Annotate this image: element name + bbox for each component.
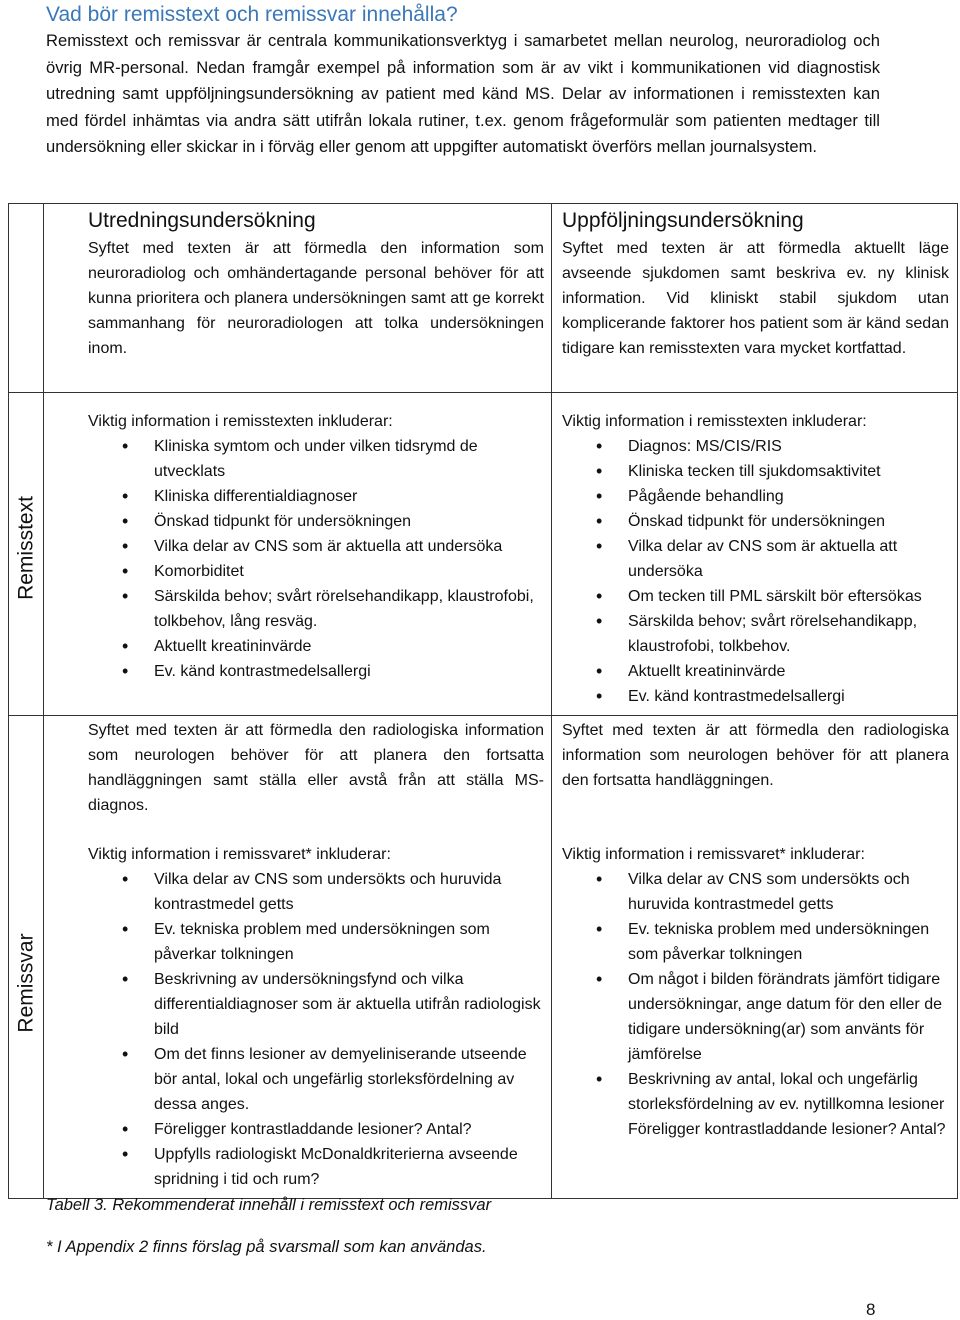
remissvar-label-cell <box>9 716 44 1199</box>
list-item: • Vilka delar av CNS som är aktuella att undersöka <box>88 534 544 559</box>
list-item: • Önskad tidpunkt för undersökningen <box>88 509 544 534</box>
remissvar-row-label: Remissvar <box>14 932 38 1033</box>
list-item: • Komorbiditet <box>88 559 544 584</box>
remissvar-utredning-list <box>88 867 544 1192</box>
page-number: 8 <box>866 1300 876 1319</box>
list-item: • Ev. tekniska problem med undersökningen som påverkar tolkningen <box>562 917 949 967</box>
header-row <box>9 204 958 393</box>
remissvar-utredning-intro: Viktig information i remissvaret* inkluderar: <box>88 846 391 863</box>
list-item: • Aktuellt kreatininvärde <box>562 659 949 684</box>
list-item: • Vilka delar av CNS som undersökts och huruvida kontrastmedel getts <box>88 867 544 917</box>
list-item: • Kliniska symtom och under vilken tidsrymd de utvecklats <box>88 434 544 484</box>
list-item: • Ev. känd kontrastmedelsallergi <box>88 659 544 684</box>
footnote: * I Appendix 2 finns förslag på svarsmall som kan användas. <box>46 1238 487 1256</box>
utredning-purpose: Syftet med texten är att förmedla den information som neuroradiolog och omhändertagande personal behöver för att kunna prioritera och planera undersökningen samt att ge korrekt sammanhang för neuroradiologen att tolka undersökningen inom. <box>88 240 544 357</box>
uppfoljning-title: Uppföljningsundersökning <box>562 209 804 232</box>
section-heading: Vad bör remisstext och remissvar innehålla? <box>46 3 458 26</box>
remissvar-uppfoljning-purpose: Syftet med texten är att förmedla den radiologiska information som neurologen behöver för att planera den fortsatta handläggningen. <box>562 722 949 789</box>
remisstext-uppfoljning-cell <box>552 393 958 716</box>
remissvar-utredning-purpose: Syftet med texten är att förmedla den radiologiska information som neurologen behöver för att planera den fortsatta handläggningen samt ställa eller avstå från att ställa MS-diagnos. <box>88 722 544 814</box>
remisstext-uppfoljning-list <box>562 434 949 709</box>
remissvar-uppfoljning-intro: Viktig information i remissvaret* inkluderar: <box>562 846 865 863</box>
list-item: • Önskad tidpunkt för undersökningen <box>562 509 949 534</box>
list-item: • Vilka delar av CNS som är aktuella att undersöka <box>562 534 949 584</box>
list-item: • Beskrivning av undersökningsfynd och vilka differentialdiagnoser som är aktuella utifrån radiologisk bild <box>88 967 544 1042</box>
remisstext-uppfoljning-intro: Viktig information i remisstexten inkluderar: <box>562 413 867 430</box>
uppfoljning-purpose: Syftet med texten är att förmedla aktuellt läge avseende sjukdomen samt beskriva ev. ny klinisk information. Vid kliniskt stabil sjukdom utan komplicerande faktorer hos patient som är känd sedan tidigare kan remisstexten vara mycket kortfattad. <box>562 240 949 357</box>
remisstext-label-cell <box>9 393 44 716</box>
empty-corner-cell <box>9 204 44 393</box>
remisstext-row <box>9 393 958 716</box>
list-item: • Om något i bilden förändrats jämfört tidigare undersökningar, ange datum för den eller de tidigare undersökning(ar) som använts för jämförelse <box>562 967 949 1067</box>
list-item: • Beskrivning av antal, lokal och ungefärlig storleksfördelning av ev. nytillkomna lesioner Föreligger kontrastladdande lesioner? Antal? <box>562 1067 949 1142</box>
list-item: • Kliniska differentialdiagnoser <box>88 484 544 509</box>
list-item: • Diagnos: MS/CIS/RIS <box>562 434 949 459</box>
list-item: • Om det finns lesioner av demyeliniserande utseende bör antal, lokal och ungefärlig storleksfördelning av dessa anges. <box>88 1042 544 1117</box>
list-item: • Särskilda behov; svårt rörelsehandikapp, klaustrofobi, tolkbehov. <box>562 609 949 659</box>
list-item: • Ev. tekniska problem med undersökningen som påverkar tolkningen <box>88 917 544 967</box>
list-item: • Om tecken till PML särskilt bör eftersökas <box>562 584 949 609</box>
remisstext-utredning-intro: Viktig information i remisstexten inkluderar: <box>88 413 393 430</box>
intro-paragraph: Remisstext och remissvar är centrala kommunikationsverktyg i samarbetet mellan neurolog, neuroradiolog och övrig MR-personal. Nedan framgår exempel på information som är av vikt i kommunikationen vid diagnostisk utredning samt uppföljningsundersökning av patient med känd MS. Delar av informationen i remisstexten kan med fördel inhämtas via andra sätt utifrån lokala rutiner, t.ex. genom frågeformulär som patienten medtager till undersökning eller skickar in i förväg eller genom att uppgifter automatiskt överförs mellan journalsystem. <box>46 31 880 156</box>
list-item: • Uppfylls radiologiskt McDonaldkriterierna avseende spridning i tid och rum? <box>88 1142 544 1192</box>
remissvar-uppfoljning-cell <box>552 716 958 1199</box>
list-item: • Aktuellt kreatininvärde <box>88 634 544 659</box>
remisstext-utredning-list <box>88 434 544 684</box>
utredning-title: Utredningsundersökning <box>88 209 316 232</box>
list-item: • Föreligger kontrastladdande lesioner? Antal? <box>88 1117 544 1142</box>
list-item: • Vilka delar av CNS som undersökts och huruvida kontrastmedel getts <box>562 867 949 917</box>
remissvar-utredning-cell <box>44 716 552 1199</box>
uppfoljning-header-cell <box>552 204 958 393</box>
list-item: • Ev. känd kontrastmedelsallergi <box>562 684 949 709</box>
table-caption: Tabell 3. Rekommenderat innehåll i remisstext och remissvar <box>46 1196 492 1214</box>
remissvar-uppfoljning-list <box>562 867 949 1142</box>
remissvar-row <box>9 716 958 1199</box>
list-item: • Pågående behandling <box>562 484 949 509</box>
utredning-header-cell <box>44 204 552 393</box>
list-item: • Särskilda behov; svårt rörelsehandikapp, klaustrofobi, tolkbehov, lång resväg. <box>88 584 544 634</box>
remisstext-utredning-cell <box>44 393 552 716</box>
recommendation-table <box>8 203 958 1199</box>
list-item: • Kliniska tecken till sjukdomsaktivitet <box>562 459 949 484</box>
remisstext-row-label: Remisstext <box>14 496 38 600</box>
